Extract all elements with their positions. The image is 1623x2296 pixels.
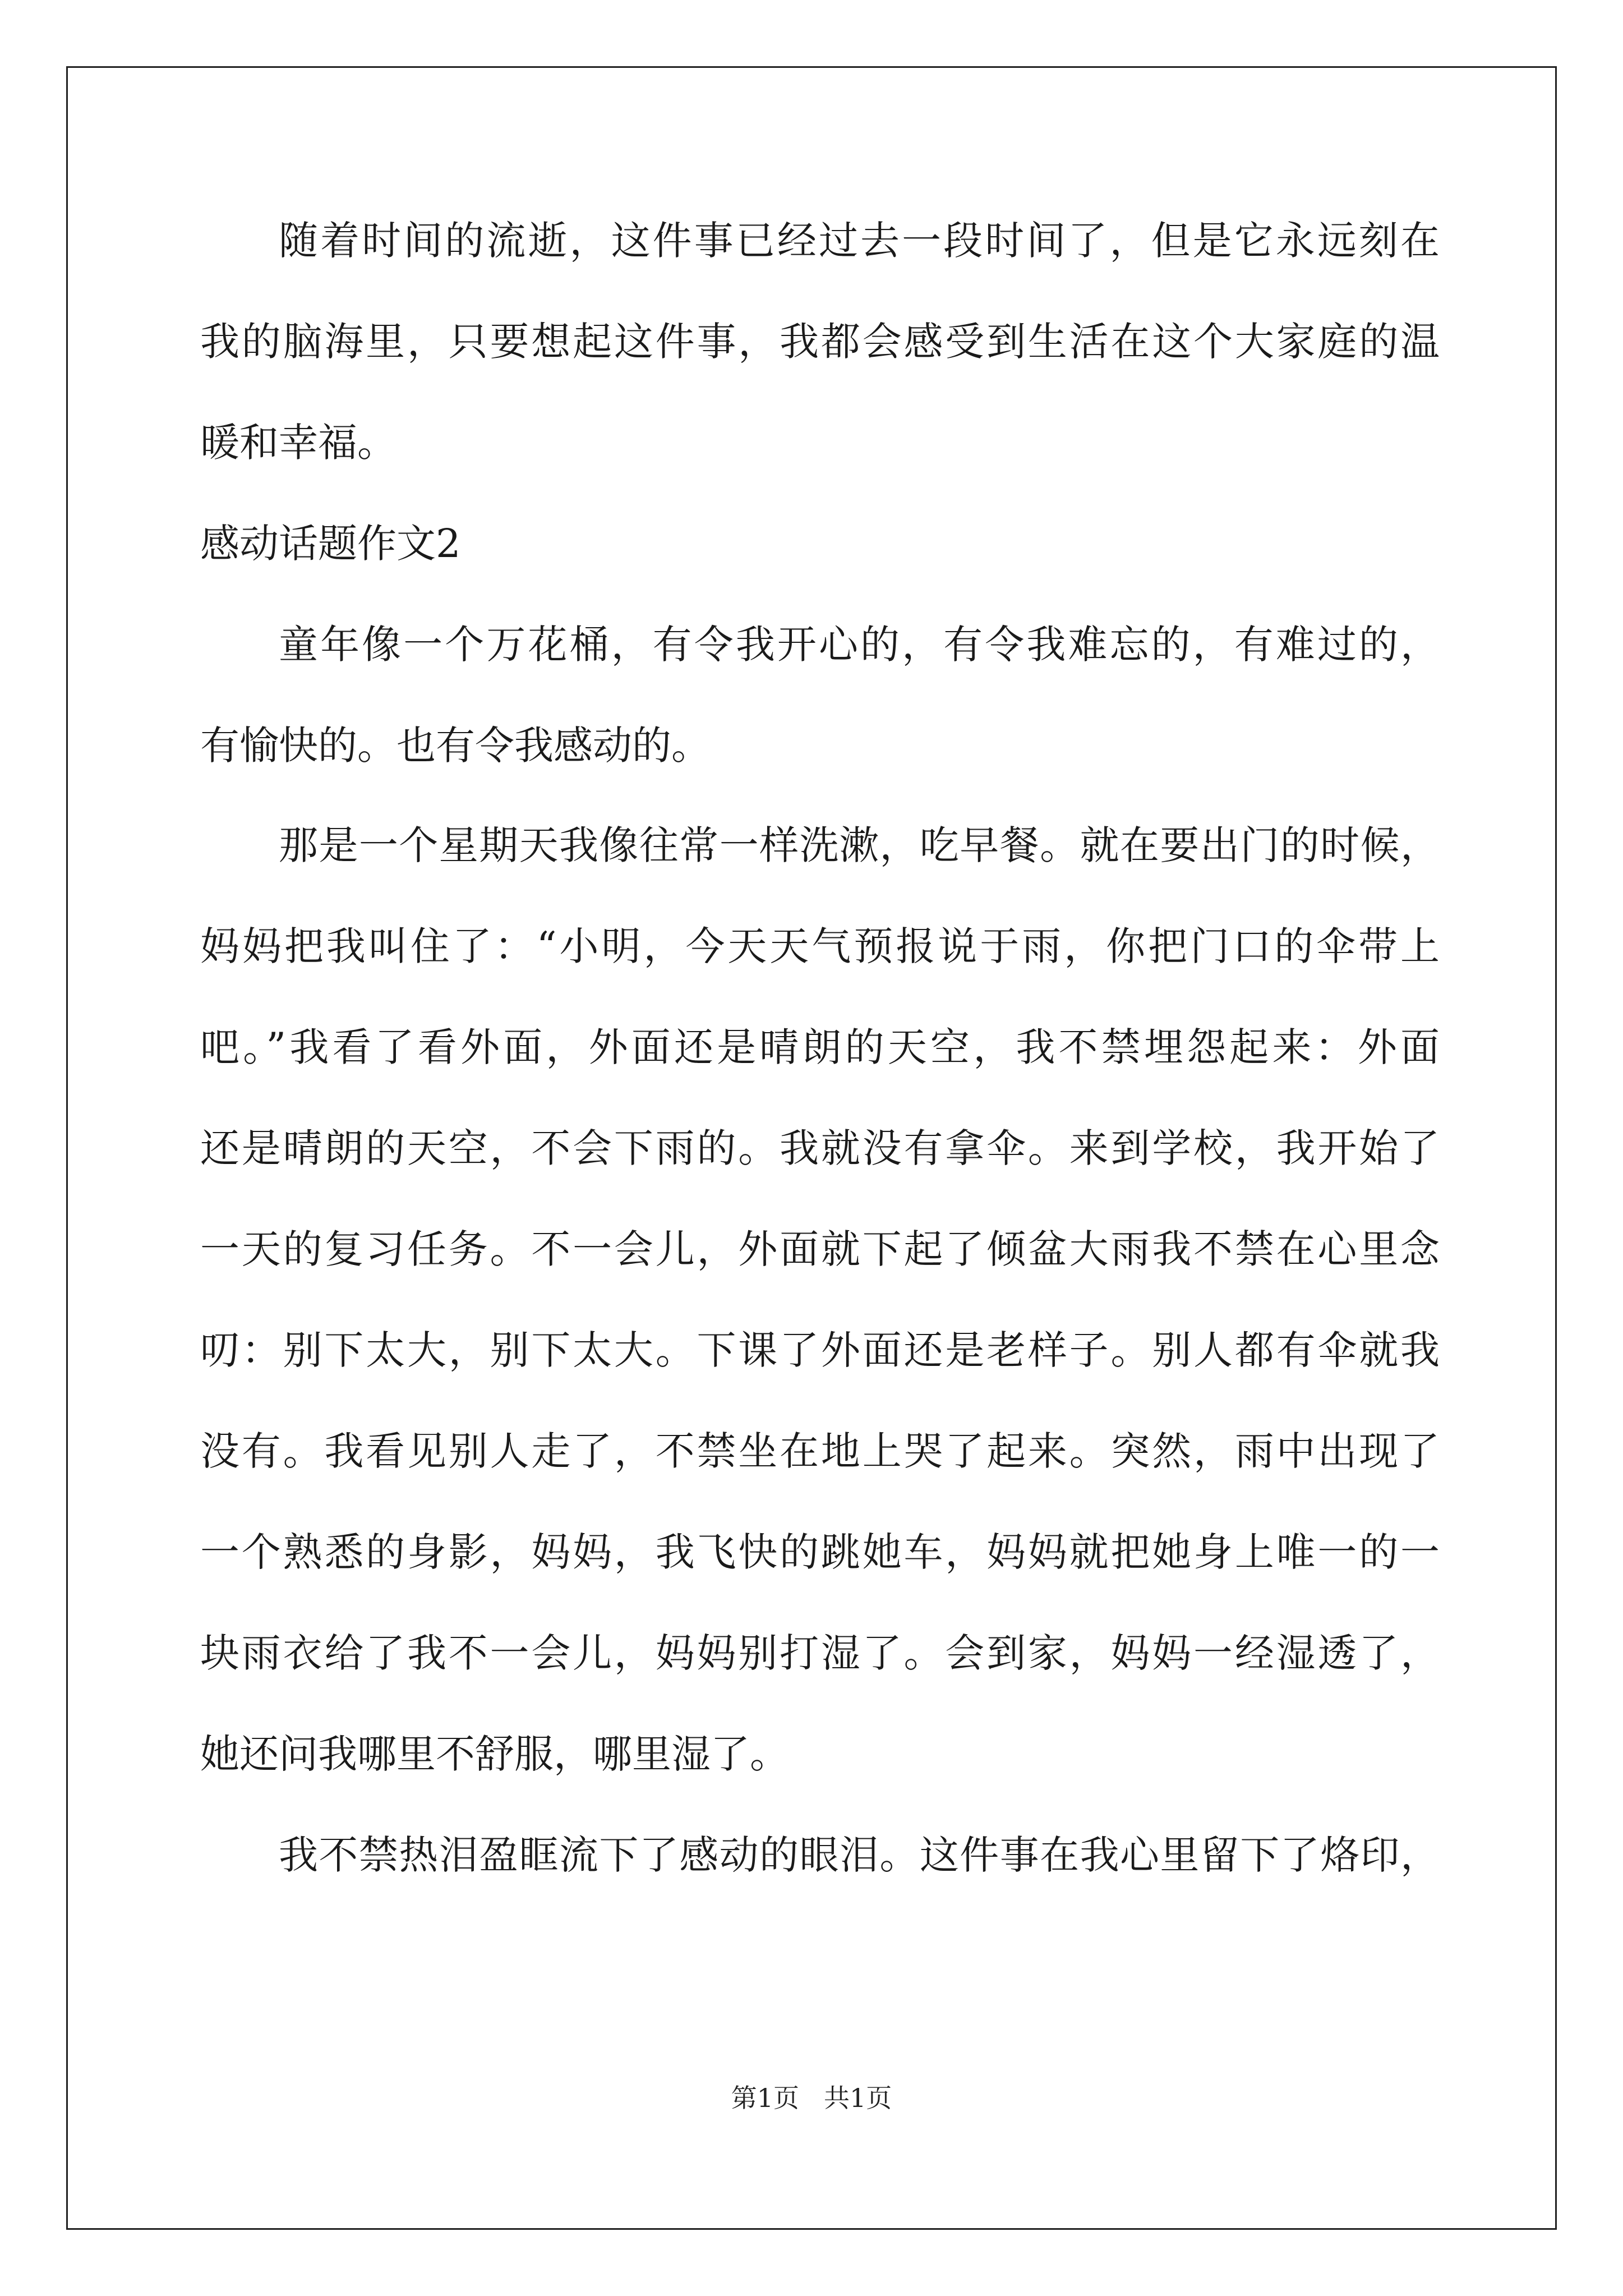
paragraph-line: 没有。我看见别人走了，不禁坐在地上哭了起来。突然，雨中出现了 bbox=[200, 1428, 1440, 1474]
paragraph-line: 暖和幸福。 bbox=[200, 420, 396, 466]
paragraph-line: 我的脑海里，只要想起这件事，我都会感受到生活在这个大家庭的温 bbox=[200, 319, 1440, 365]
page-total: 共1页 bbox=[823, 2083, 892, 2113]
page-number: 第1页 bbox=[731, 2083, 800, 2113]
paragraph-line: 有愉快的。也有令我感动的。 bbox=[200, 723, 711, 769]
paragraph-line: 那是一个星期天我像往常一样洗漱，吃早餐。就在要出门的时候， bbox=[279, 822, 1440, 868]
paragraph-line: 妈妈把我叫住了：“小明，今天天气预报说于雨，你把门口的伞带上 bbox=[200, 923, 1440, 969]
paragraph-line: 叨：别下太大，别下太大。下课了外面还是老样子。别人都有伞就我 bbox=[200, 1327, 1440, 1373]
paragraph-line: 吧。”我看了看外面，外面还是晴朗的天空，我不禁埋怨起来：外面 bbox=[200, 1024, 1440, 1070]
paragraph-line: 还是晴朗的天空，不会下雨的。我就没有拿伞。来到学校，我开始了 bbox=[200, 1125, 1440, 1171]
paragraph-line: 块雨衣给了我不一会儿，妈妈别打湿了。会到家，妈妈一经湿透了， bbox=[200, 1630, 1440, 1676]
section-heading: 感动话题作文2 bbox=[200, 521, 461, 567]
footer-spacer bbox=[799, 2083, 824, 2113]
paragraph-line: 童年像一个万花桶，有令我开心的，有令我难忘的，有难过的， bbox=[279, 622, 1440, 668]
paragraph-line: 一天的复习任务。不一会儿，外面就下起了倾盆大雨我不禁在心里念 bbox=[200, 1226, 1440, 1272]
paragraph-line: 我不禁热泪盈眶流下了感动的眼泪。这件事在我心里留下了烙印， bbox=[279, 1832, 1440, 1878]
paragraph-line: 她还问我哪里不舒服，哪里湿了。 bbox=[200, 1731, 789, 1777]
page-footer bbox=[0, 2081, 1623, 2115]
paragraph-line: 一个熟悉的身影，妈妈，我飞快的跳她车，妈妈就把她身上唯一的一 bbox=[200, 1529, 1440, 1575]
paragraph-line: 随着时间的流逝，这件事已经过去一段时间了，但是它永远刻在 bbox=[279, 218, 1440, 264]
